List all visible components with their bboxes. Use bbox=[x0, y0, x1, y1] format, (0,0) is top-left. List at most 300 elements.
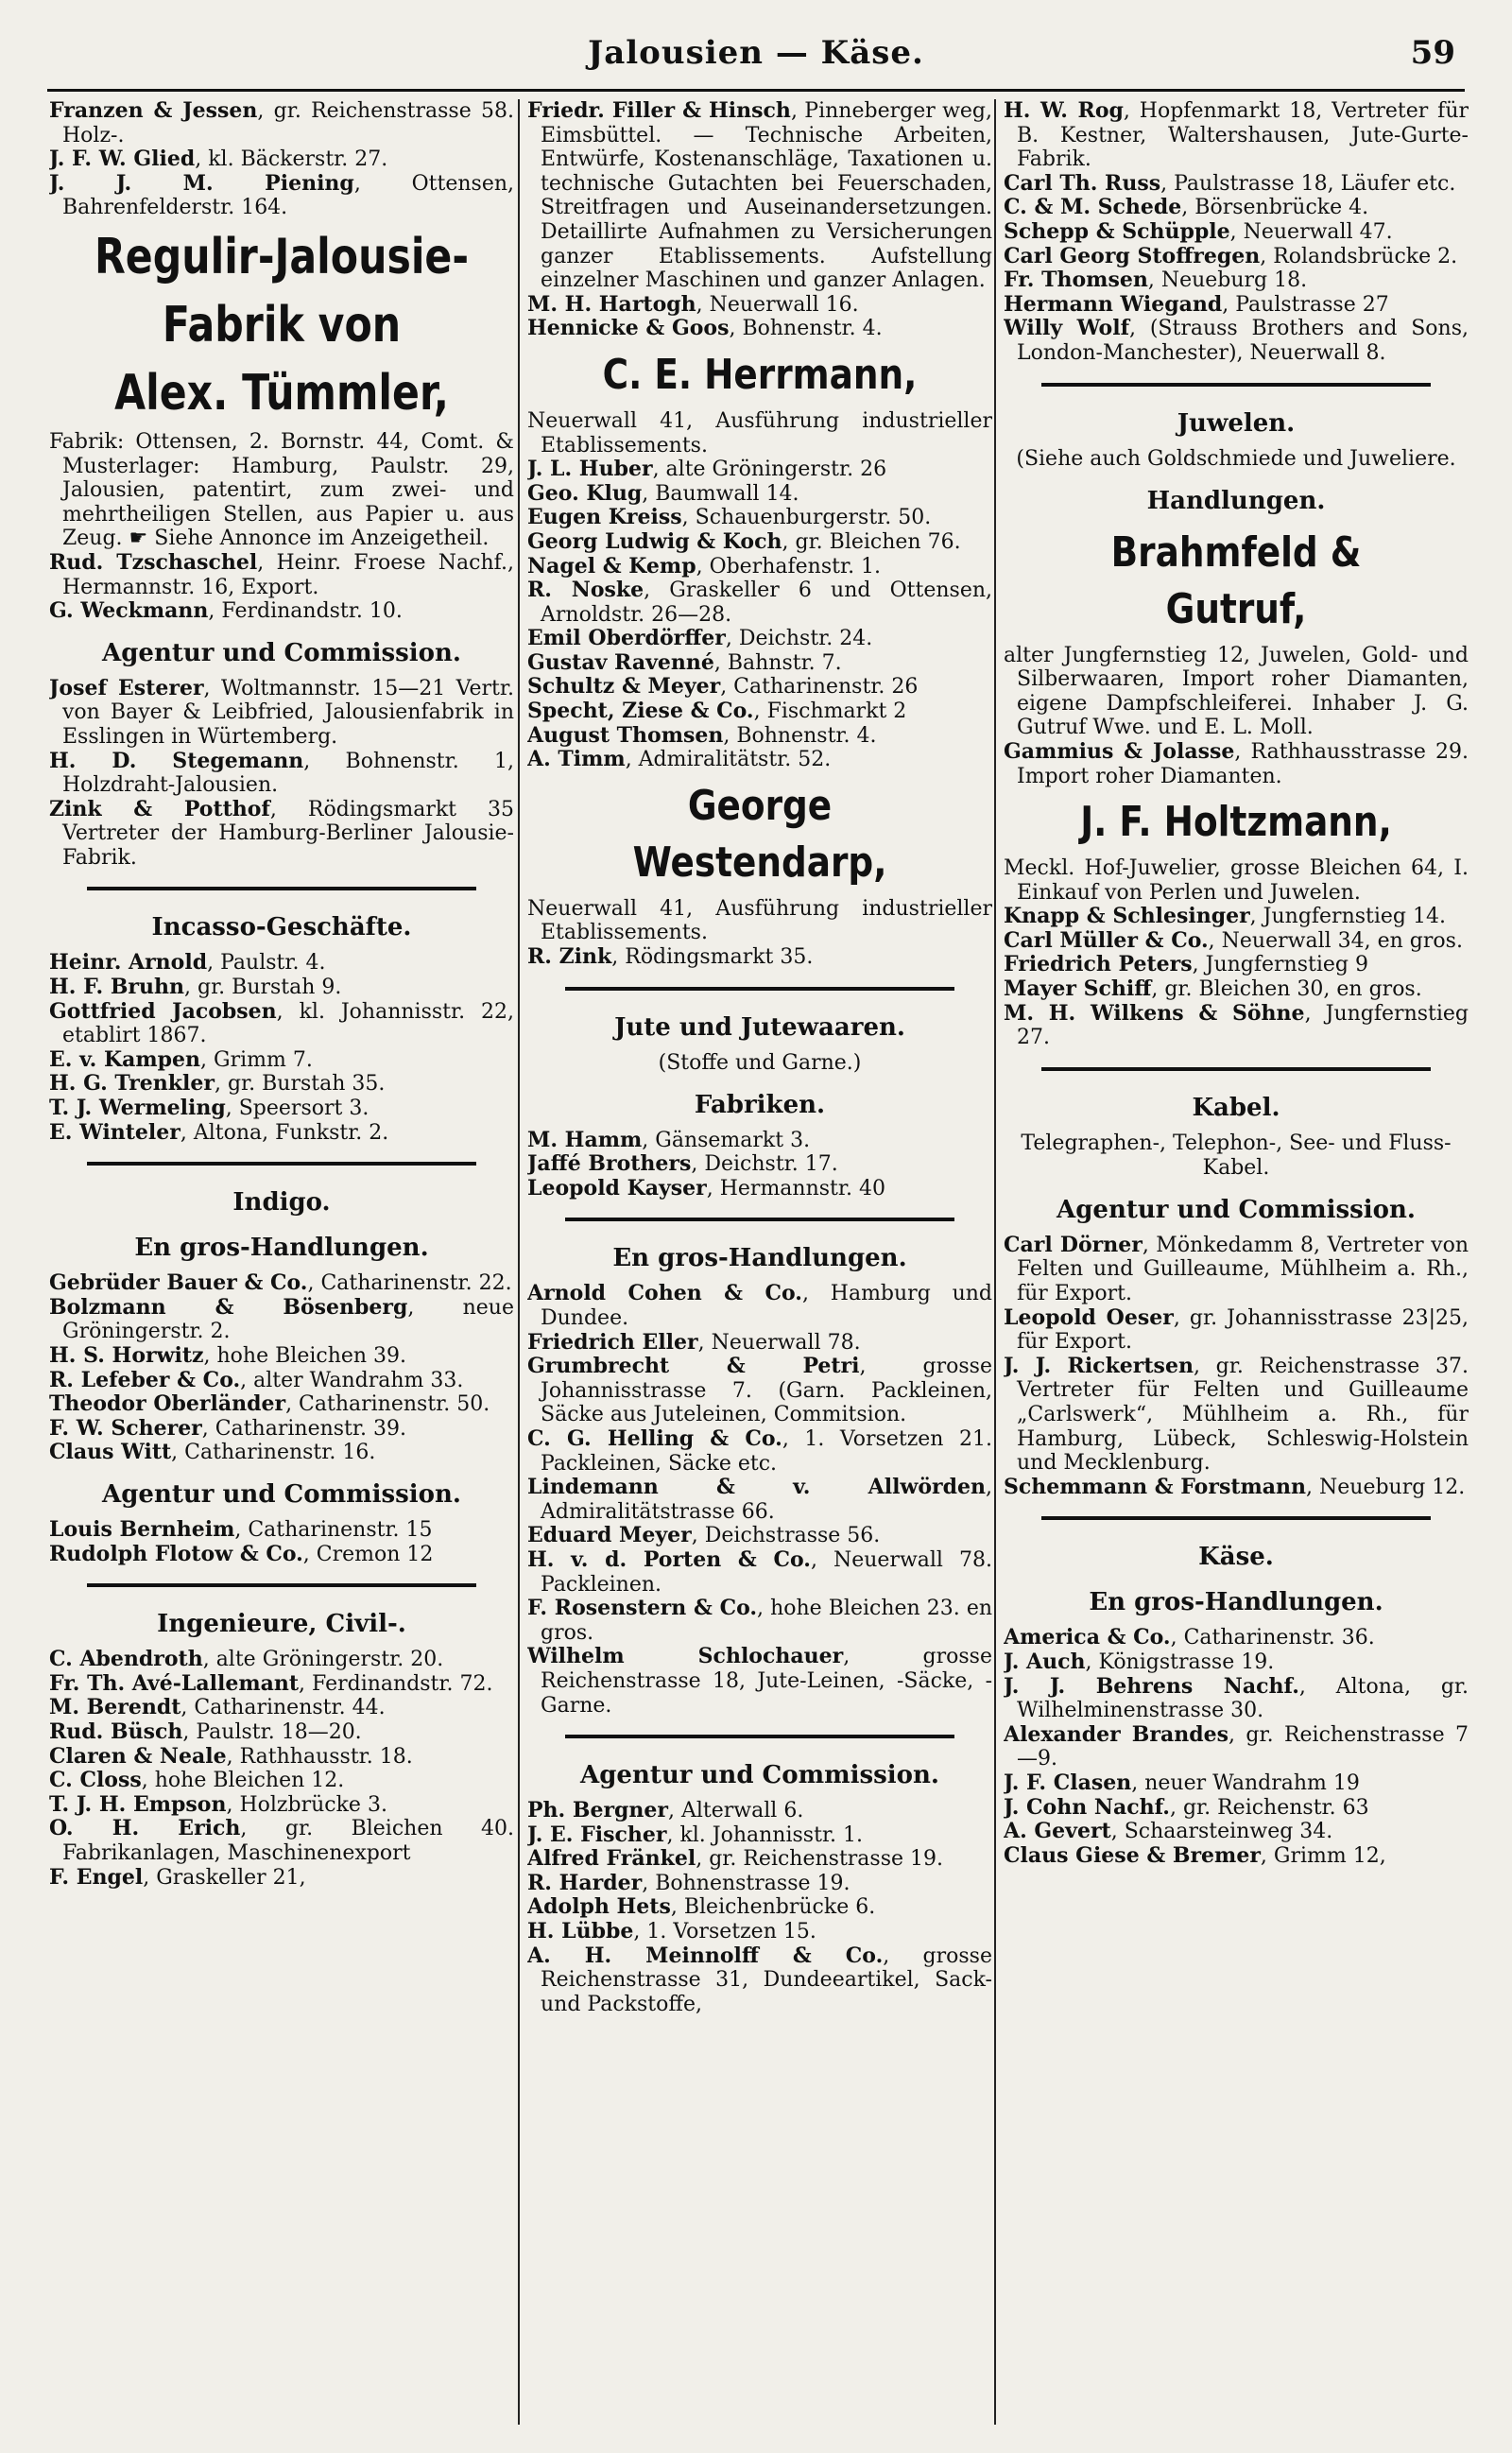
entry-details: , Catharinenstr. 50. bbox=[285, 1392, 490, 1417]
entry-name: Gottfried Jacobsen bbox=[49, 998, 277, 1024]
entry-details: , Neuerwall 34, en gros. bbox=[1208, 928, 1463, 953]
entry-details: , gr. Burstah 9. bbox=[184, 976, 342, 1000]
directory-entry bbox=[49, 750, 514, 798]
entry-name: R. Noske bbox=[527, 578, 644, 603]
entry-details: , Catharinenstr. 26 bbox=[720, 675, 919, 700]
entry-name: H. S. Horwitz bbox=[49, 1343, 204, 1368]
entry-name: Rud. Büsch bbox=[49, 1719, 183, 1744]
entry-details: , gr. Reichenstrasse 37. Vertreter für Felten und Guilleaume „Carlswerk“, Mühlheim a. Rh., für Hamburg, Lübeck, Schleswig-Holstein und Mecklenburg. bbox=[1017, 1354, 1469, 1476]
entry-details: , Oberhafenstr. 1. bbox=[696, 554, 882, 579]
directory-entry bbox=[527, 1823, 992, 1848]
directory-entry bbox=[49, 147, 514, 172]
column-divider-2 bbox=[994, 99, 996, 2425]
directory-entry bbox=[49, 1793, 514, 1818]
entry-details: , Mönkedamm 8, Vertreter von Felten und Guilleaume, Mühlheim a. Rh., für Export. bbox=[1017, 1233, 1469, 1306]
directory-entry bbox=[1004, 856, 1469, 905]
entry-details: , Bleichenbrücke 6. bbox=[670, 1895, 876, 1920]
directory-entry bbox=[49, 1648, 514, 1672]
entry-details: Fabrik: Ottensen, 2. Bornstr. 44, Comt. & Musterlager: Hamburg, Paulstr. 29, Jalousien, patentirt, zum zwei- und mehrtheiligen Stellen, aus Papier u. aus Zeug. ☛ Siehe Annonce im Anzeigetheil. bbox=[49, 429, 514, 551]
directory-entry bbox=[527, 724, 992, 749]
section-subheading: (Stoffe und Garne.) bbox=[658, 1050, 862, 1075]
entry-details: Neuerwall 41, Ausführung industrieller Etablissements. bbox=[527, 896, 992, 945]
section-subheading: (Siehe auch Goldschmiede und Juweliere. bbox=[1016, 446, 1456, 471]
entry-details: , Rathhausstr. 18. bbox=[226, 1744, 413, 1769]
directory-entry bbox=[1004, 953, 1469, 977]
section-heading: En gros-Handlungen. bbox=[134, 1234, 429, 1263]
entry-name: Fr. Th. Avé-Lallemant bbox=[49, 1670, 300, 1696]
directory-entry bbox=[49, 1696, 514, 1720]
entry-details: , Holzbrücke 3. bbox=[226, 1792, 387, 1817]
entry-details: , Neueburg 18. bbox=[1147, 268, 1308, 293]
directory-entry bbox=[49, 1296, 514, 1344]
entry-details: , hohe Bleichen 39. bbox=[203, 1344, 407, 1368]
entry-details: Meckl. Hof-Juwelier, grosse Bleichen 64, I. Einkauf von Perlen und Juwelen. bbox=[1004, 856, 1469, 905]
entry-details: , (Strauss Brothers and Sons, London-Manchester), Neuerwall 8. bbox=[1017, 317, 1469, 365]
directory-entry bbox=[1004, 977, 1469, 1002]
entry-details: , Schaarsteinweg 34. bbox=[1110, 1820, 1333, 1844]
section-divider bbox=[87, 887, 476, 890]
entry-name: R. Zink bbox=[527, 944, 612, 970]
entry-name: Bolzmann & Bösenberg bbox=[49, 1294, 408, 1320]
directory-entry bbox=[527, 1177, 992, 1201]
entry-name: Friedr. Filler & Hinsch bbox=[527, 99, 791, 123]
directory-entry bbox=[527, 99, 992, 293]
directory-entry bbox=[1004, 1355, 1469, 1476]
entry-details: , gr. Reichenstrasse 19. bbox=[696, 1847, 944, 1872]
section-heading: Agentur und Commission. bbox=[102, 1479, 461, 1509]
directory-entry bbox=[1004, 1306, 1469, 1355]
entry-name: M. Berendt bbox=[49, 1695, 181, 1720]
entry-name: O. H. Erich bbox=[49, 1816, 241, 1841]
column-divider-1 bbox=[518, 99, 520, 2425]
entry-details: , Heinr. Froese Nachf., Hermannstr. 16, Export. bbox=[62, 550, 514, 599]
page-number: 59 bbox=[1410, 34, 1455, 72]
entry-details: , Börsenbrücke 4. bbox=[1181, 196, 1369, 220]
directory-entry bbox=[527, 482, 992, 507]
directory-entry bbox=[1004, 905, 1469, 929]
entry-details: , Rolandsbrücke 2. bbox=[1260, 244, 1458, 268]
entry-name: M. Hamm bbox=[527, 1127, 643, 1152]
entry-details: Neuerwall 41, Ausführung industrieller Etablissements. bbox=[527, 408, 992, 458]
directory-entry bbox=[1004, 172, 1469, 197]
directory-entry bbox=[49, 1392, 514, 1417]
entry-name: H. W. Rog bbox=[1004, 99, 1124, 123]
entry-details: , gr. Reichenstrasse 58. Holz-. bbox=[62, 99, 514, 147]
entry-details: , Neuerwall 78. Packleinen. bbox=[541, 1547, 992, 1597]
entry-name: Hermann Wiegand bbox=[1004, 291, 1223, 317]
entry-details: , Hopfenmarkt 18, Vertreter für B. Kestner, Waltershausen, Jute-Gurte-Fabrik. bbox=[1017, 99, 1469, 172]
directory-entry bbox=[527, 1355, 992, 1427]
directory-entry bbox=[527, 1645, 992, 1718]
directory-entry bbox=[527, 1920, 992, 1944]
section-divider bbox=[1041, 383, 1431, 387]
entry-details: , gr. Johannisstrasse 23|25, für Export. bbox=[1017, 1305, 1469, 1355]
directory-entry bbox=[527, 458, 992, 482]
directory-entry bbox=[49, 1672, 514, 1697]
entry-details: , Rödingsmarkt 35. bbox=[611, 945, 814, 970]
directory-entry bbox=[1004, 1771, 1469, 1796]
directory-entry bbox=[1004, 644, 1469, 740]
entry-details: , Ferdinandstr. 10. bbox=[208, 599, 403, 624]
entry-details: , Paulstrasse 18, Läufer etc. bbox=[1160, 171, 1456, 196]
directory-entry bbox=[49, 1072, 514, 1097]
entry-name: Gustav Ravenné bbox=[527, 649, 714, 675]
section-heading: Kabel. bbox=[1192, 1093, 1280, 1122]
entry-details: , Königstrasse 19. bbox=[1085, 1650, 1275, 1674]
section-heading: En gros-Handlungen. bbox=[1089, 1588, 1383, 1617]
section-divider bbox=[565, 1735, 954, 1738]
entry-name: Theodor Oberländer bbox=[49, 1391, 286, 1417]
entry-name: H. D. Stegemann bbox=[49, 748, 304, 773]
section-heading: Handlungen. bbox=[1146, 486, 1326, 515]
entry-name: A. H. Meinnolff & Co. bbox=[527, 1943, 884, 1968]
directory-entry bbox=[49, 172, 514, 220]
directory-entry bbox=[1004, 1234, 1469, 1306]
entry-details: , grosse Johannisstrasse 7. (Garn. Packleinen, Säcke aus Juteleinen, Commitsion. bbox=[541, 1355, 992, 1427]
entry-name: Claus Giese & Bremer bbox=[1004, 1842, 1261, 1868]
entry-name: Geo. Klug bbox=[527, 480, 643, 506]
entry-name: Grumbrecht & Petri bbox=[527, 1354, 860, 1379]
entry-name: Josef Esterer bbox=[49, 675, 204, 700]
section-heading: Agentur und Commission. bbox=[102, 638, 461, 667]
directory-entry bbox=[527, 1597, 992, 1645]
entry-name: Arnold Cohen & Co. bbox=[527, 1281, 802, 1306]
entry-name: R. Lefeber & Co. bbox=[49, 1367, 241, 1392]
directory-entry bbox=[49, 1769, 514, 1793]
directory-entry bbox=[1004, 196, 1469, 220]
directory-entry bbox=[1004, 99, 1469, 172]
entry-details: , Jungfernstieg 27. bbox=[1017, 1001, 1469, 1050]
entry-details: , Alterwall 6. bbox=[668, 1799, 804, 1823]
entry-name: C. G. Helling & Co. bbox=[527, 1425, 782, 1451]
entry-name: Friedrich Eller bbox=[527, 1329, 698, 1355]
display-advert-name: J. F. Holtzmann, bbox=[1080, 798, 1392, 847]
directory-entry bbox=[527, 530, 992, 555]
entry-details: , Paulstr. 4. bbox=[207, 951, 326, 976]
directory-entry bbox=[527, 1129, 992, 1153]
entry-name: F. Engel bbox=[49, 1864, 144, 1890]
entry-details: , Graskeller 21, bbox=[143, 1865, 306, 1890]
entry-name: C. & M. Schede bbox=[1004, 195, 1182, 220]
directory-entry bbox=[527, 1282, 992, 1330]
entry-details: , 1. Vorsetzen 21. Packleinen, Säcke etc. bbox=[541, 1426, 992, 1476]
section-heading: Indigo. bbox=[232, 1188, 331, 1218]
entry-name: Ph. Bergner bbox=[527, 1798, 669, 1823]
entry-name: Claren & Neale bbox=[49, 1743, 227, 1769]
directory-entry bbox=[527, 579, 992, 627]
section-divider bbox=[1041, 1067, 1431, 1071]
entry-details: , Speersort 3. bbox=[225, 1097, 369, 1121]
directory-entry bbox=[49, 798, 514, 871]
directory-entry bbox=[49, 1441, 514, 1465]
entry-details: , neuer Wandrahm 19 bbox=[1131, 1771, 1360, 1795]
entry-details: , Cremon 12 bbox=[302, 1542, 434, 1566]
directory-entry bbox=[1004, 1626, 1469, 1650]
entry-name: Zink & Potthof bbox=[49, 796, 270, 821]
entry-name: Carl Dörner bbox=[1004, 1232, 1143, 1257]
directory-entry bbox=[49, 1121, 514, 1146]
entry-details: , kl. Johannisstr. 1. bbox=[666, 1822, 864, 1847]
entry-details: , kl. Bäckerstr. 27. bbox=[195, 147, 388, 172]
entry-name: H. v. d. Porten & Co. bbox=[527, 1546, 811, 1572]
section-divider bbox=[1041, 1516, 1431, 1520]
entry-name: H. Lübbe bbox=[527, 1919, 634, 1944]
entry-details: , Jungfernstieg 9 bbox=[1192, 953, 1368, 977]
section-heading: Agentur und Commission. bbox=[580, 1761, 939, 1790]
entry-details: , Jungfernstieg 14. bbox=[1249, 905, 1446, 929]
directory-entry bbox=[527, 1799, 992, 1823]
display-advert-line: Fabrik von bbox=[162, 296, 402, 354]
directory-entry bbox=[49, 976, 514, 1000]
section-divider bbox=[87, 1162, 476, 1166]
section-divider bbox=[565, 987, 954, 991]
page-header bbox=[0, 26, 1512, 83]
entry-details: , Catharinenstr. 15 bbox=[234, 1517, 433, 1542]
directory-entry bbox=[49, 1271, 514, 1296]
entry-name: Jaffé Brothers bbox=[527, 1151, 692, 1177]
entry-details: , gr. Bleichen 76. bbox=[782, 529, 961, 554]
entry-name: J. E. Fischer bbox=[527, 1822, 667, 1847]
entry-name: Carl Georg Stoffregen bbox=[1004, 243, 1261, 268]
directory-entry bbox=[527, 293, 992, 318]
entry-details: , gr. Reichenstr. 63 bbox=[1169, 1795, 1369, 1820]
entry-name: Wilhelm Schlochauer bbox=[527, 1644, 844, 1669]
entry-name: H. F. Bruhn bbox=[49, 975, 184, 1000]
directory-entry bbox=[49, 551, 514, 599]
entry-name: J. J. M. Piening bbox=[49, 170, 354, 196]
entry-details: , Deichstr. 17. bbox=[691, 1152, 838, 1177]
entry-name: J. J. Behrens Nachf. bbox=[1004, 1673, 1299, 1699]
entry-details: , Neuerwall 47. bbox=[1229, 219, 1393, 244]
directory-entry bbox=[49, 99, 514, 147]
entry-name: Louis Bernheim bbox=[49, 1516, 235, 1542]
entry-details: , Ferdinandstr. 72. bbox=[299, 1671, 493, 1696]
entry-details: , Bahnstr. 7. bbox=[713, 650, 842, 675]
entry-details: , gr. Bleichen 40. Fabrikanlagen, Maschinenexport bbox=[62, 1817, 514, 1865]
entry-details: , Altona, gr. Wilhelminenstrasse 30. bbox=[1017, 1674, 1469, 1723]
entry-name: C. Abendroth bbox=[49, 1647, 203, 1672]
entry-details: , alte Gröningerstr. 20. bbox=[202, 1648, 444, 1672]
directory-entry bbox=[49, 1369, 514, 1393]
directory-entry bbox=[527, 700, 992, 724]
section-heading: Fabriken. bbox=[694, 1090, 826, 1119]
directory-entry bbox=[49, 1720, 514, 1745]
entry-details: , Woltmannstr. 15—21 Vertr. von Bayer & Leibfried, Jalousienfabrik in Esslingen in Würtemberg. bbox=[62, 676, 514, 749]
directory-entry bbox=[1004, 317, 1469, 365]
entry-name: Leopold Kayser bbox=[527, 1175, 707, 1201]
entry-name: Knapp & Schlesinger bbox=[1004, 904, 1250, 929]
entry-name: J. F. Clasen bbox=[1004, 1770, 1132, 1795]
entry-name: C. Closs bbox=[49, 1768, 142, 1793]
directory-entry bbox=[49, 1745, 514, 1770]
entry-name: A. Timm bbox=[527, 747, 626, 772]
directory-entry bbox=[49, 677, 514, 750]
directory-entry bbox=[527, 1847, 992, 1872]
directory-entry bbox=[49, 1866, 514, 1891]
entry-name: Schemmann & Forstmann bbox=[1004, 1474, 1307, 1499]
directory-entry bbox=[527, 317, 992, 341]
entry-name: J. F. W. Glied bbox=[49, 147, 196, 172]
entry-details: , grosse Reichenstrasse 18, Jute-Leinen, -Säcke, -Garne. bbox=[541, 1645, 992, 1718]
entry-name: F. W. Scherer bbox=[49, 1415, 202, 1441]
entry-name: M. H. Wilkens & Söhne bbox=[1004, 1000, 1305, 1026]
column-1 bbox=[49, 99, 514, 2434]
directory-entry bbox=[49, 1000, 514, 1048]
entry-details: , Hamburg und Dundee. bbox=[541, 1282, 992, 1330]
entry-details: , Gänsemarkt 3. bbox=[642, 1128, 811, 1152]
entry-details: , Paulstrasse 27 bbox=[1222, 292, 1389, 317]
directory-entry bbox=[1004, 245, 1469, 269]
directory-entry bbox=[527, 1895, 992, 1920]
entry-name: J. L. Huber bbox=[527, 457, 653, 482]
entry-name: A. Gevert bbox=[1004, 1819, 1111, 1844]
directory-entry bbox=[527, 627, 992, 651]
entry-details: , Catharinenstr. 22. bbox=[307, 1271, 512, 1296]
entry-details: , Bohnenstr. 4. bbox=[729, 317, 883, 341]
directory-entry bbox=[527, 1944, 992, 2017]
directory-entry bbox=[527, 506, 992, 530]
entry-details: , Catharinenstr. 16. bbox=[171, 1441, 376, 1465]
directory-entry bbox=[1004, 268, 1469, 293]
entry-name: Leopold Oeser bbox=[1004, 1304, 1174, 1330]
entry-name: Gammius & Jolasse bbox=[1004, 738, 1235, 764]
entry-details: , 1. Vorsetzen 15. bbox=[633, 1920, 816, 1944]
directory-entry bbox=[49, 599, 514, 624]
entry-name: Georg Ludwig & Koch bbox=[527, 528, 782, 554]
entry-name: F. Rosenstern & Co. bbox=[527, 1596, 758, 1621]
entry-name: T. J. H. Empson bbox=[49, 1791, 227, 1817]
directory-entry bbox=[527, 1872, 992, 1896]
directory-entry bbox=[527, 651, 992, 676]
entry-details: , hohe Bleichen 12. bbox=[141, 1769, 345, 1793]
directory-entry bbox=[49, 1543, 514, 1567]
entry-name: August Thomsen bbox=[527, 722, 724, 748]
header-rule bbox=[47, 89, 1465, 92]
directory-entry bbox=[49, 951, 514, 976]
entry-details: , Admiralitätstr. 52. bbox=[625, 748, 832, 772]
directory-entry bbox=[527, 1427, 992, 1476]
entry-name: J. Cohn Nachf. bbox=[1004, 1794, 1170, 1820]
section-heading: Juwelen. bbox=[1177, 408, 1296, 438]
entry-name: Alexander Brandes bbox=[1004, 1721, 1229, 1747]
entry-name: H. G. Trenkler bbox=[49, 1071, 215, 1097]
entry-name: Alfred Fränkel bbox=[527, 1846, 696, 1872]
entry-name: J. J. Rickertsen bbox=[1004, 1353, 1194, 1378]
directory-entry bbox=[527, 945, 992, 970]
directory-entry bbox=[1004, 1820, 1469, 1844]
directory-entry bbox=[49, 430, 514, 551]
entry-details: , Catharinenstr. 44. bbox=[180, 1696, 386, 1720]
entry-details: , Bohnenstr. 1, Holzdraht-Jalousien. bbox=[62, 749, 514, 798]
directory-entry bbox=[1004, 1723, 1469, 1771]
entry-name: E. v. Kampen bbox=[49, 1046, 201, 1072]
entry-name: Carl Müller & Co. bbox=[1004, 927, 1209, 953]
entry-details: , Fischmarkt 2 bbox=[753, 700, 907, 724]
display-advert-name: C. E. Herrmann, bbox=[602, 350, 918, 399]
directory-entry bbox=[1004, 740, 1469, 788]
directory-entry bbox=[527, 748, 992, 772]
directory-entry bbox=[1004, 1844, 1469, 1869]
display-advert-line: Regulir-Jalousie- bbox=[94, 228, 470, 285]
section-divider bbox=[87, 1583, 476, 1587]
directory-entry bbox=[527, 1524, 992, 1548]
entry-name: Specht, Ziese & Co. bbox=[527, 699, 754, 724]
running-title: Jalousien — Käse. bbox=[588, 34, 924, 72]
entry-details: , gr. Reichenstrasse 7—9. bbox=[1017, 1722, 1469, 1771]
directory-entry bbox=[527, 897, 992, 945]
directory-entry bbox=[527, 1476, 992, 1524]
entry-name: Rudolph Flotow & Co. bbox=[49, 1541, 303, 1566]
directory-entry bbox=[1004, 1476, 1469, 1500]
entry-details: , alte Gröningerstr. 26 bbox=[652, 458, 887, 482]
entry-name: G. Weckmann bbox=[49, 598, 209, 624]
directory-entry bbox=[1004, 929, 1469, 954]
directory-entry bbox=[1004, 1796, 1469, 1821]
entry-name: Schepp & Schüpple bbox=[1004, 218, 1230, 244]
entry-details: , Altona, Funkstr. 2. bbox=[180, 1120, 389, 1145]
section-subheading: Telegraphen-, Telephon-, See- und Fluss-Kabel. bbox=[1021, 1131, 1452, 1180]
section-heading: Ingenieure, Civil-. bbox=[157, 1610, 406, 1639]
directory-entry bbox=[49, 1048, 514, 1073]
entry-name: Willy Wolf bbox=[1004, 316, 1130, 341]
entry-details: , kl. Johannisstr. 22, etablirt 1867. bbox=[62, 999, 514, 1048]
entry-details: , Rathhausstrasse 29. Import roher Diamanten. bbox=[1017, 739, 1469, 788]
directory-entry bbox=[1004, 1002, 1469, 1050]
entry-details: , Grimm 12, bbox=[1260, 1843, 1386, 1868]
entry-name: R. Harder bbox=[527, 1870, 643, 1895]
entry-details: , Deichstrasse 56. bbox=[691, 1524, 881, 1548]
section-heading: En gros-Handlungen. bbox=[612, 1244, 907, 1273]
entry-details: alter Jungfernstieg 12, Juwelen, Gold- und Silberwaaren, Import roher Diamanten, eigene Dampfschleiferei. Inhaber J. G. Gutruf Wwe. und E. L. Moll. bbox=[1004, 643, 1469, 740]
entry-details: , Catharinenstr. 36. bbox=[1170, 1626, 1375, 1650]
entry-name: E. Winteler bbox=[49, 1119, 180, 1145]
directory-entry bbox=[49, 1817, 514, 1865]
entry-details: , Baumwall 14. bbox=[642, 481, 799, 506]
entry-name: Lindemann & v. Allwörden bbox=[527, 1475, 986, 1500]
directory-entry bbox=[527, 1331, 992, 1356]
column-3 bbox=[1004, 99, 1469, 2434]
directory-entry bbox=[49, 1417, 514, 1442]
entry-details: , grosse Reichenstrasse 31, Dundeeartikel, Sack- und Packstoffe, bbox=[541, 1943, 992, 2016]
directory-entry bbox=[527, 1152, 992, 1177]
section-heading: Incasso-Geschäfte. bbox=[151, 913, 412, 942]
entry-details: , Deichstr. 24. bbox=[725, 627, 873, 651]
entry-details: , Rödingsmarkt 35 Vertreter der Hamburg-Berliner Jalousie-Fabrik. bbox=[62, 797, 514, 870]
directory-entry bbox=[1004, 1675, 1469, 1723]
entry-details: , Bohnenstrasse 19. bbox=[642, 1871, 850, 1895]
entry-name: Heinr. Arnold bbox=[49, 950, 208, 976]
directory-entry bbox=[1004, 1650, 1469, 1675]
display-advert-line: Alex. Tümmler, bbox=[114, 364, 449, 422]
entry-name: Carl Th. Russ bbox=[1004, 170, 1161, 196]
entry-details: , Hermannstr. 40 bbox=[706, 1176, 885, 1201]
entry-details: , hohe Bleichen 23. en gros. bbox=[541, 1597, 992, 1645]
display-advert-name: Brahmfeld & Gutruf, bbox=[1110, 527, 1362, 633]
directory-entry bbox=[1004, 293, 1469, 318]
entry-name: Fr. Thomsen bbox=[1004, 268, 1148, 293]
entry-details: , neue Gröningerstr. 2. bbox=[62, 1295, 514, 1344]
entry-details: , gr. Bleichen 30, en gros. bbox=[1151, 977, 1422, 1002]
entry-name: Mayer Schiff bbox=[1004, 976, 1152, 1002]
entry-details: , alter Wandrahm 33. bbox=[240, 1368, 464, 1392]
entry-details: , Bohnenstr. 4. bbox=[723, 723, 877, 748]
entry-details: , Pinneberger weg, Eimsbüttel. — Technische Arbeiten, Entwürfe, Kostenanschläge, Taxationen u. technische Gutachten bei Feuerschaden, Streitfragen und Auseinandersetzungen. Detaillirte Aufnahmen zu Versicherungen ganzer Etablissements. Aufstellung einzelner Maschinen und ganzer Anlagen. bbox=[541, 99, 992, 293]
directory-entry bbox=[527, 409, 992, 458]
entry-name: Hennicke & Goos bbox=[527, 316, 730, 341]
entry-name: America & Co. bbox=[1004, 1625, 1171, 1650]
entry-details: , Neuerwall 16. bbox=[696, 292, 859, 317]
directory-entry bbox=[49, 1518, 514, 1543]
